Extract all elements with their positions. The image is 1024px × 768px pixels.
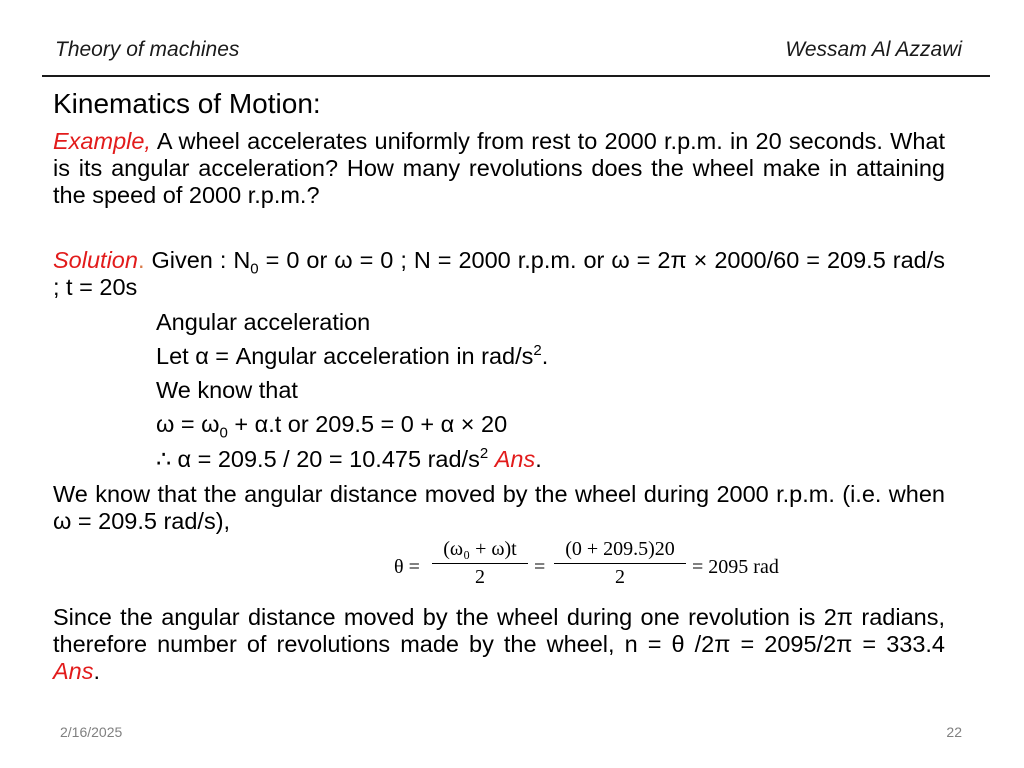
fraction-2-denominator: 2: [615, 566, 625, 588]
step-omega-sub: 0: [219, 424, 228, 442]
step-we-know: We know that: [156, 377, 298, 403]
revolutions-answer-label: Ans: [53, 658, 94, 684]
step-let-alpha-text: Let α = Angular acceleration in rad/s: [156, 343, 534, 369]
equation-equals: =: [534, 556, 546, 578]
revolutions-text: Since the angular distance moved by the wheel during one revolution is 2π radians, therefore number of revolutions made by the wheel, n = θ /2π = 2095/2π = 333.4: [53, 604, 945, 657]
fraction-1-denominator: 2: [475, 566, 485, 588]
fraction-2-bar: [554, 563, 686, 564]
header-author: Wessam Al Azzawi: [785, 38, 962, 61]
slide-title: Kinematics of Motion:: [53, 88, 321, 119]
fraction-1-bar: [432, 563, 528, 564]
solution-dot: .: [137, 247, 145, 273]
page-number: 22: [946, 724, 962, 740]
equation-rhs: = 2095 rad: [692, 556, 779, 578]
example-paragraph: [53, 128, 945, 209]
revolutions-paragraph: [53, 604, 945, 685]
step-omega-equation: [156, 411, 508, 442]
step-omega-text-a: ω = ω: [156, 411, 220, 437]
fraction-1-numerator: (ω₀ + ω)t: [443, 538, 517, 560]
revolutions-end: .: [93, 658, 101, 684]
step-let-alpha: [156, 343, 548, 370]
step-omega-text-b: + α.t or 209.5 = 0 + α × 20: [227, 411, 508, 437]
fraction-2: [554, 538, 686, 589]
fraction-2-numerator: (0 + 209.5)20: [565, 538, 675, 560]
given-subscript: 0: [250, 260, 259, 278]
example-label: Example,: [53, 128, 151, 154]
header-divider: [42, 75, 990, 77]
solution-given: [53, 247, 945, 301]
step-let-alpha-sup: 2: [533, 342, 542, 360]
step-let-alpha-end: .: [541, 343, 549, 369]
step-angular-acceleration: Angular acceleration: [156, 309, 371, 335]
equation-lhs: θ =: [394, 556, 420, 578]
example-text: A wheel accelerates uniformly from rest to 2000 r.p.m. in 20 seconds. What is its angular acceleration? How many revolutions does the wheel make in attaining the speed of 2000 r.p.m.?: [53, 128, 945, 208]
given-text-a: Given : N: [144, 247, 251, 273]
step-alpha-text: ∴ α = 209.5 / 20 = 10.475 rad/s: [156, 446, 480, 472]
given-text-b: = 0 or ω = 0 ; N = 2000 r.p.m. or ω = 2π × 2000/60 = 209.5 rad/s ; t = 20s: [53, 247, 945, 300]
step-alpha-result: [156, 446, 542, 473]
fraction-1: [432, 538, 528, 589]
step-alpha-sup: 2: [479, 445, 489, 463]
step-alpha-end: .: [535, 446, 542, 472]
solution-label: Solution: [53, 247, 138, 273]
header-course-title: Theory of machines: [55, 38, 240, 61]
footer-date: 2/16/2025: [60, 724, 123, 740]
answer-label: Ans: [494, 446, 536, 472]
distance-paragraph: We know that the angular distance moved by the wheel during 2000 r.p.m. (i.e. when ω = 209.5 rad/s),: [53, 481, 945, 534]
